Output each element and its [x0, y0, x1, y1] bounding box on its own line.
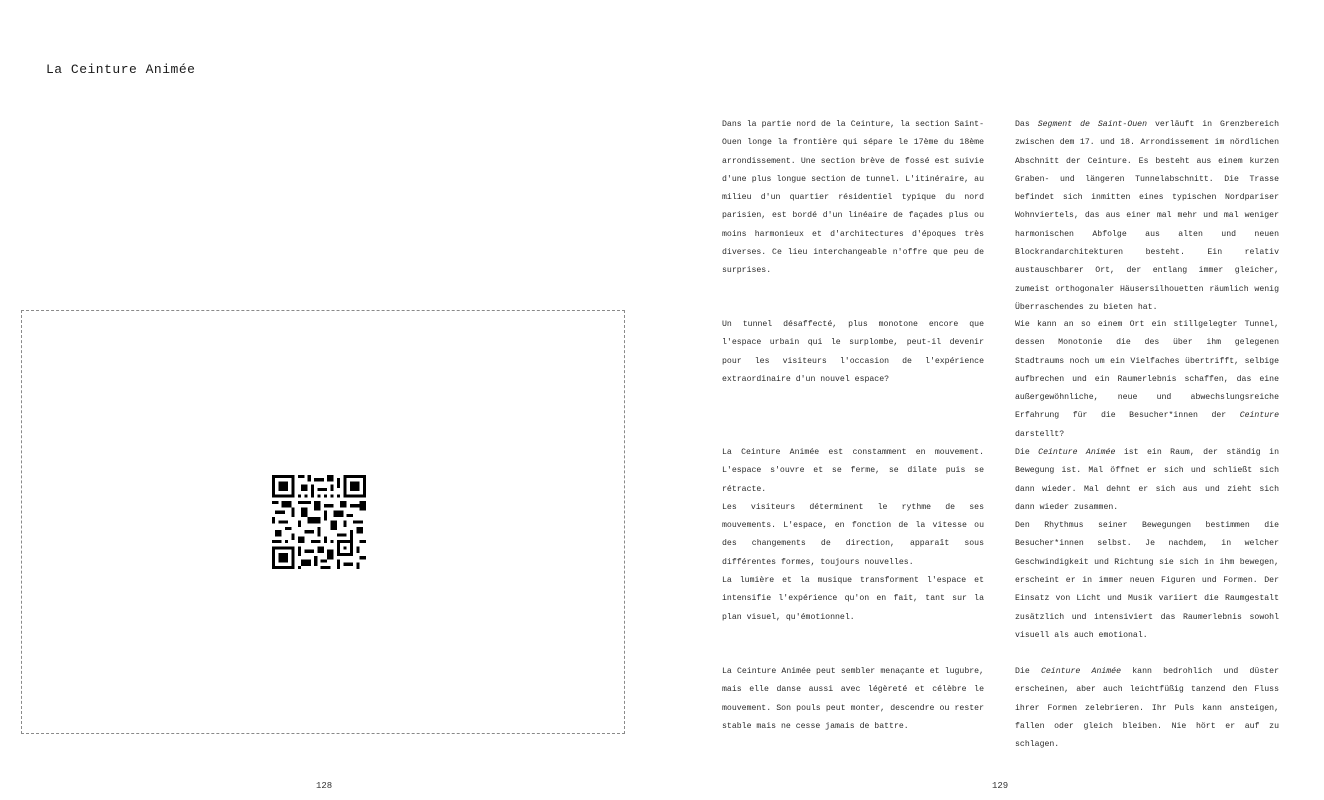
- german-text: Das Segment de Saint-Ouen verläuft in Grenzbereich zwischen dem 17. und 18. Arrondissement im nördlichen Abschnitt der Ceinture. Es besteht aus einem kurzen Graben- und längeren Tunnelabschnitt. Die Trasse befindet sich inmitten eines typischen Nordpariser Wohnviertels, das aus einer mal mehr und mal weniger harmonischen Abfolge aus alten und neuen Blockrandarchitekturen besteht. Ein relativ austauschbarer Ort, der entlang immer gleicher, zumeist orthogonaler Häusersilhouetten räumlich wenig Überraschendes zu bieten hat.: [1015, 120, 1280, 312]
- french-paragraph-2: [722, 316, 984, 389]
- french-text: Un tunnel désaffecté, plus monotone encore que l'espace urbain qui le surplombe, peut-il devenir pour les visiteurs l'occasion de l'expérience extraordinaire d'un nouvel espace?: [722, 320, 984, 384]
- french-paragraph-1: [722, 116, 984, 281]
- page-title: La Ceinture Animée: [46, 62, 196, 77]
- french-text: La Ceinture Animée peut sembler menaçante et lugubre, mais elle danse aussi avec légèreté et célèbre le mouvement. Son pouls peut monter, descendre ou rester stable mais ne cesse jamais de battre.: [722, 667, 984, 731]
- page-number-left: 128: [316, 781, 333, 791]
- right-page: [662, 0, 1324, 800]
- german-text: Die Ceinture Animée ist ein Raum, der ständig in Bewegung ist. Mal öffnet er sich und schließt sich dann wieder. Mal dehnt er sich aus und zieht sich dann wieder zusammen.: [1015, 448, 1279, 512]
- french-paragraph-3: [722, 444, 984, 627]
- german-text: Die Ceinture Animée kann bedrohlich und düster erscheinen, aber auch leichtfüßig tanzend den Fluss ihrer Formen zelebrieren. Ihr Puls kann ansteigen, fallen oder gleich bleiben. Nie hört er auf zu schlagen.: [1015, 667, 1279, 750]
- qr-code-icon[interactable]: [272, 475, 366, 569]
- french-text: Les visiteurs déterminent le rythme de ses mouvements. L'espace, en fonction de la vitesse ou des changements de direction, apparaît sous différentes formes, toujours nouvelles.: [722, 502, 984, 567]
- french-text: La lumière et la musique transforment l'espace et intensifie l'expérience qu'on en fait, tant sur la plan visuel, qu'émotionnel.: [722, 576, 984, 622]
- french-text: Dans la partie nord de la Ceinture, la section Saint-Ouen longe la frontière qui sépare le 17ème du 18ème arrondissement. Une section brève de fossé est suivie d'une plus longue section de tunnel. L'itinéraire, au milieu d'un quartier résidentiel typique du nord parisien, est bordé d'un linéaire de façades plus ou moins harmonieux et d'architectures d'époques très diverses. Ce lieu interchangeable n'offre que peu de surprises.: [722, 120, 984, 276]
- french-text: La Ceinture Animée est constamment en mouvement. L'espace s'ouvre et se ferme, se dilate puis se rétracte.: [722, 448, 984, 494]
- german-paragraph-3: [1015, 444, 1279, 645]
- german-paragraph-2: [1015, 316, 1279, 444]
- french-paragraph-4: [722, 663, 984, 736]
- german-text: Den Rhythmus seiner Bewegungen bestimmen die Besucher*innen selbst. Je nachdem, in welcher Geschwindigkeit und Richtung sie sich in ihm bewegen, erscheint er in immer neuen Figuren und Formen. Der Einsatz von Licht und Musik variiert die Raumgestalt zusätzlich und intensiviert das Raumerlebnis sowohl visuell als auch emotional.: [1015, 521, 1279, 640]
- german-text: Wie kann an so einem Ort ein stillgelegter Tunnel, dessen Monotonie die des über ihm gelegenen Stadtraums noch um ein Vielfaches übertrifft, selbige aufbrechen und ein Raumerlebnis schaffen, das eine außergewöhnliche, neue und abwechslungsreiche Erfahrung für die Besucher*innen der Ceinture darstellt?: [1015, 320, 1279, 439]
- image-placeholder-frame: [21, 310, 625, 734]
- german-paragraph-4: [1015, 663, 1279, 754]
- german-paragraph-1: [1015, 116, 1279, 317]
- page-number-right: 129: [992, 781, 1009, 791]
